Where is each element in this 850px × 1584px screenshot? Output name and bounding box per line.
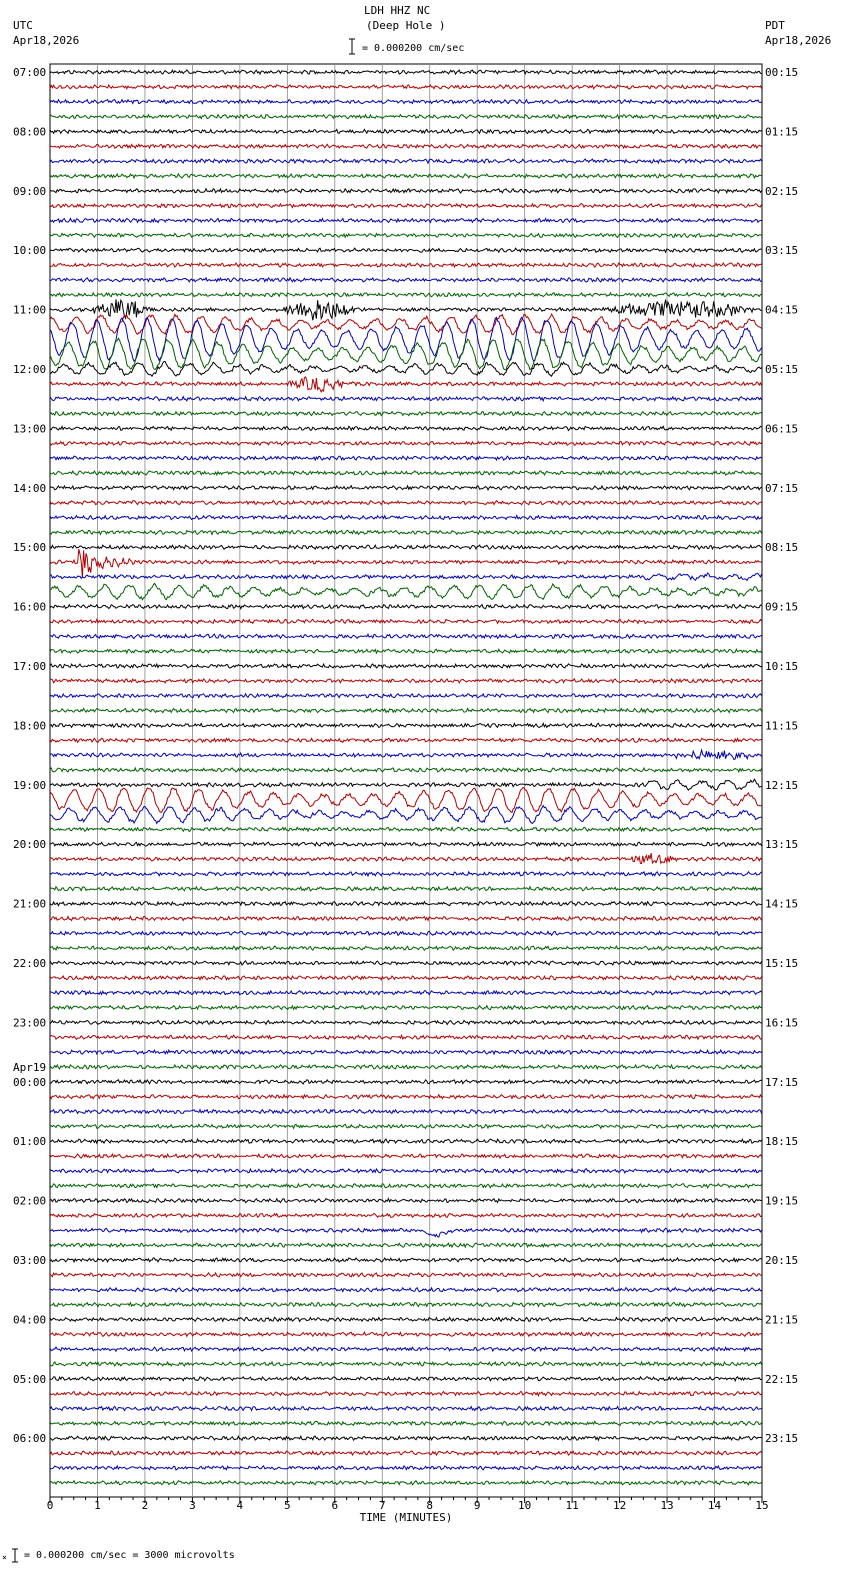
trace-line [50, 1451, 762, 1455]
utc-hour-label: 00:00 [13, 1075, 47, 1089]
trace-line [50, 738, 762, 742]
pdt-hour-label: 11:15 [765, 719, 799, 733]
trace-line [50, 144, 762, 148]
trace-line [50, 412, 762, 416]
right-timezone: PDT [765, 19, 785, 32]
trace-line [50, 233, 762, 237]
utc-hour-label: 02:00 [13, 1194, 47, 1208]
footer-scale-icon [2, 1548, 20, 1564]
utc-hour-label: 13:00 [13, 422, 47, 436]
x-tick-label: 4 [236, 1499, 244, 1512]
trace-line [50, 456, 762, 460]
trace-line [50, 129, 762, 133]
trace-line [50, 174, 762, 178]
trace-line [50, 486, 762, 490]
trace-line [50, 634, 762, 638]
pdt-hour-label: 13:15 [765, 838, 799, 852]
trace-line [50, 1392, 762, 1396]
pdt-hour-label: 18:15 [765, 1135, 799, 1149]
pdt-hour-label: 23:15 [765, 1432, 799, 1446]
trace-line [50, 545, 762, 549]
pdt-hour-label: 14:15 [765, 897, 799, 911]
trace-line [50, 946, 762, 950]
utc-hour-label: 01:00 [13, 1135, 47, 1149]
trace-line [50, 916, 762, 920]
utc-hour-label: 07:00 [13, 66, 47, 79]
pdt-hour-label: 17:15 [765, 1075, 799, 1089]
utc-hour-label: 08:00 [13, 125, 47, 139]
trace-line [50, 293, 762, 297]
trace-line [50, 723, 762, 727]
x-tick-label: 2 [141, 1499, 149, 1512]
pdt-hour-label: 16:15 [765, 1016, 799, 1030]
trace-line [50, 1273, 762, 1277]
trace-line [50, 1317, 762, 1321]
trace-line [50, 85, 762, 89]
pdt-hour-label: 06:15 [765, 422, 799, 436]
trace-line [50, 1020, 762, 1024]
trace-line [50, 1332, 762, 1336]
trace-line [50, 1466, 762, 1470]
trace-line [50, 314, 762, 335]
trace-line [50, 583, 762, 599]
trace-line [50, 1080, 762, 1084]
x-tick-label: 12 [612, 1499, 627, 1512]
trace-line [50, 573, 762, 580]
x-tick-label: 9 [473, 1499, 481, 1512]
trace-line [50, 1436, 762, 1440]
pdt-hour-label: 02:15 [765, 184, 799, 198]
right-date: Apr18,2026 [765, 34, 832, 47]
trace-line [50, 1050, 762, 1054]
trace-line [50, 204, 762, 208]
pdt-hour-label: 05:15 [765, 363, 799, 376]
x-tick-label: 3 [189, 1499, 196, 1512]
x-tick-label: 8 [426, 1499, 434, 1512]
trace-line [50, 619, 762, 623]
trace-line [50, 1303, 762, 1307]
trace-line [50, 501, 762, 505]
x-tick-label: 13 [660, 1499, 674, 1512]
trace-line [50, 1347, 762, 1351]
trace-line [50, 1258, 762, 1262]
trace-line [50, 679, 762, 683]
trace-line [50, 1169, 762, 1173]
trace-line [50, 426, 762, 430]
trace-line [50, 549, 762, 578]
trace-line [50, 1139, 762, 1143]
x-axis-title: TIME (MINUTES) [359, 1511, 453, 1524]
pdt-hour-label: 19:15 [765, 1194, 799, 1208]
pdt-hour-label: 12:15 [765, 778, 799, 792]
trace-line [50, 530, 762, 534]
trace-line [50, 664, 762, 668]
trace-line [50, 278, 762, 282]
utc-hour-label: 09:00 [13, 184, 47, 198]
pdt-hour-label: 09:15 [765, 600, 799, 614]
pdt-hour-label: 04:15 [765, 303, 799, 317]
utc-hour-label: 10:00 [13, 244, 47, 258]
trace-line [50, 397, 762, 401]
utc-hour-label: 06:00 [13, 1432, 47, 1446]
trace-line [50, 1421, 762, 1425]
x-tick-label: 14 [707, 1499, 722, 1512]
trace-line [50, 961, 762, 965]
trace-line [50, 218, 762, 222]
trace-line [50, 1199, 762, 1203]
trace-line [50, 1243, 762, 1247]
trace-line [50, 842, 762, 846]
trace-line [50, 788, 762, 813]
station-location: (Deep Hole ) [366, 19, 446, 32]
trace-line [50, 694, 762, 698]
trace-line [50, 1006, 762, 1010]
trace-line [50, 853, 762, 863]
trace-line [50, 1184, 762, 1188]
trace-line [50, 1362, 762, 1366]
utc-hour-label: 19:00 [13, 778, 47, 792]
scale-label: = 0.000200 cm/sec [362, 43, 465, 54]
x-tick-label: 6 [331, 1499, 339, 1512]
trace-line [50, 1377, 762, 1381]
station-title: LDH HHZ NC [364, 4, 431, 17]
utc-hour-label: 14:00 [13, 481, 47, 495]
x-tick-label: 5 [284, 1499, 291, 1512]
trace-line [50, 976, 762, 980]
utc-hour-label: 11:00 [13, 303, 47, 317]
trace-line [50, 263, 762, 267]
pdt-hour-label: 00:15 [765, 66, 799, 79]
pdt-hour-label: 03:15 [765, 244, 799, 258]
trace-line [50, 649, 762, 653]
trace-line [50, 1065, 762, 1069]
trace-line [50, 1110, 762, 1114]
trace-line [50, 515, 762, 519]
pdt-hour-label: 22:15 [765, 1372, 799, 1386]
x-tick-label: 11 [565, 1499, 579, 1512]
trace-line [50, 189, 762, 193]
x-tick-label: 7 [378, 1499, 386, 1512]
utc-hour-label: 12:00 [13, 363, 47, 376]
pdt-hour-label: 21:15 [765, 1313, 799, 1327]
utc-hour-label: 18:00 [13, 719, 47, 733]
trace-line [50, 248, 762, 252]
trace-line [50, 709, 762, 713]
trace-line [50, 1406, 762, 1410]
trace-line [50, 1288, 762, 1292]
date-change-label: Apr19 [13, 1060, 47, 1074]
trace-line [50, 377, 762, 392]
pdt-hour-label: 07:15 [765, 481, 799, 495]
trace-line [50, 872, 762, 876]
utc-hour-label: 04:00 [13, 1313, 47, 1327]
utc-hour-label: 03:00 [13, 1254, 47, 1267]
x-tick-label: 0 [46, 1499, 54, 1512]
trace-line [50, 1154, 762, 1158]
trace-line [50, 159, 762, 163]
x-tick-label: 10 [518, 1499, 532, 1512]
trace-line [50, 887, 762, 891]
utc-hour-label: 21:00 [13, 897, 47, 911]
trace-line [50, 931, 762, 935]
utc-hour-label: 20:00 [13, 838, 47, 852]
trace-line [50, 902, 762, 906]
trace-line [50, 1035, 762, 1039]
trace-line [50, 1213, 762, 1217]
utc-hour-label: 17:00 [13, 660, 47, 673]
trace-line [50, 100, 762, 104]
left-date: Apr18,2026 [13, 34, 80, 47]
trace-line [50, 441, 762, 445]
utc-hour-label: 22:00 [13, 957, 47, 970]
trace-line [50, 605, 762, 609]
trace-line [50, 750, 762, 760]
trace-line [50, 1481, 762, 1485]
trace-line [50, 768, 762, 772]
utc-hour-label: 16:00 [13, 600, 47, 614]
trace-line [50, 779, 762, 790]
trace-line [50, 115, 762, 119]
svg-text:×: × [2, 1553, 7, 1562]
pdt-hour-label: 10:15 [765, 660, 799, 673]
x-tick-label: 15 [755, 1499, 769, 1512]
pdt-hour-label: 08:15 [765, 541, 799, 555]
trace-line [50, 827, 762, 831]
utc-hour-label: 15:00 [13, 541, 47, 555]
x-tick-label: 1 [94, 1499, 101, 1512]
trace-line [50, 299, 762, 320]
footer-calibration: = 0.000200 cm/sec = 3000 microvolts [24, 1550, 235, 1561]
utc-hour-label: 05:00 [13, 1372, 47, 1386]
trace-line [50, 70, 762, 74]
trace-line [50, 806, 762, 824]
pdt-hour-label: 15:15 [765, 957, 799, 970]
trace-line [50, 991, 762, 995]
trace-line [50, 1124, 762, 1128]
trace-line [50, 1228, 762, 1237]
pdt-hour-label: 20:15 [765, 1254, 799, 1267]
trace-line [50, 1095, 762, 1099]
utc-hour-label: 23:00 [13, 1016, 47, 1030]
left-timezone: UTC [13, 19, 33, 32]
pdt-hour-label: 01:15 [765, 125, 799, 139]
trace-line [50, 471, 762, 475]
